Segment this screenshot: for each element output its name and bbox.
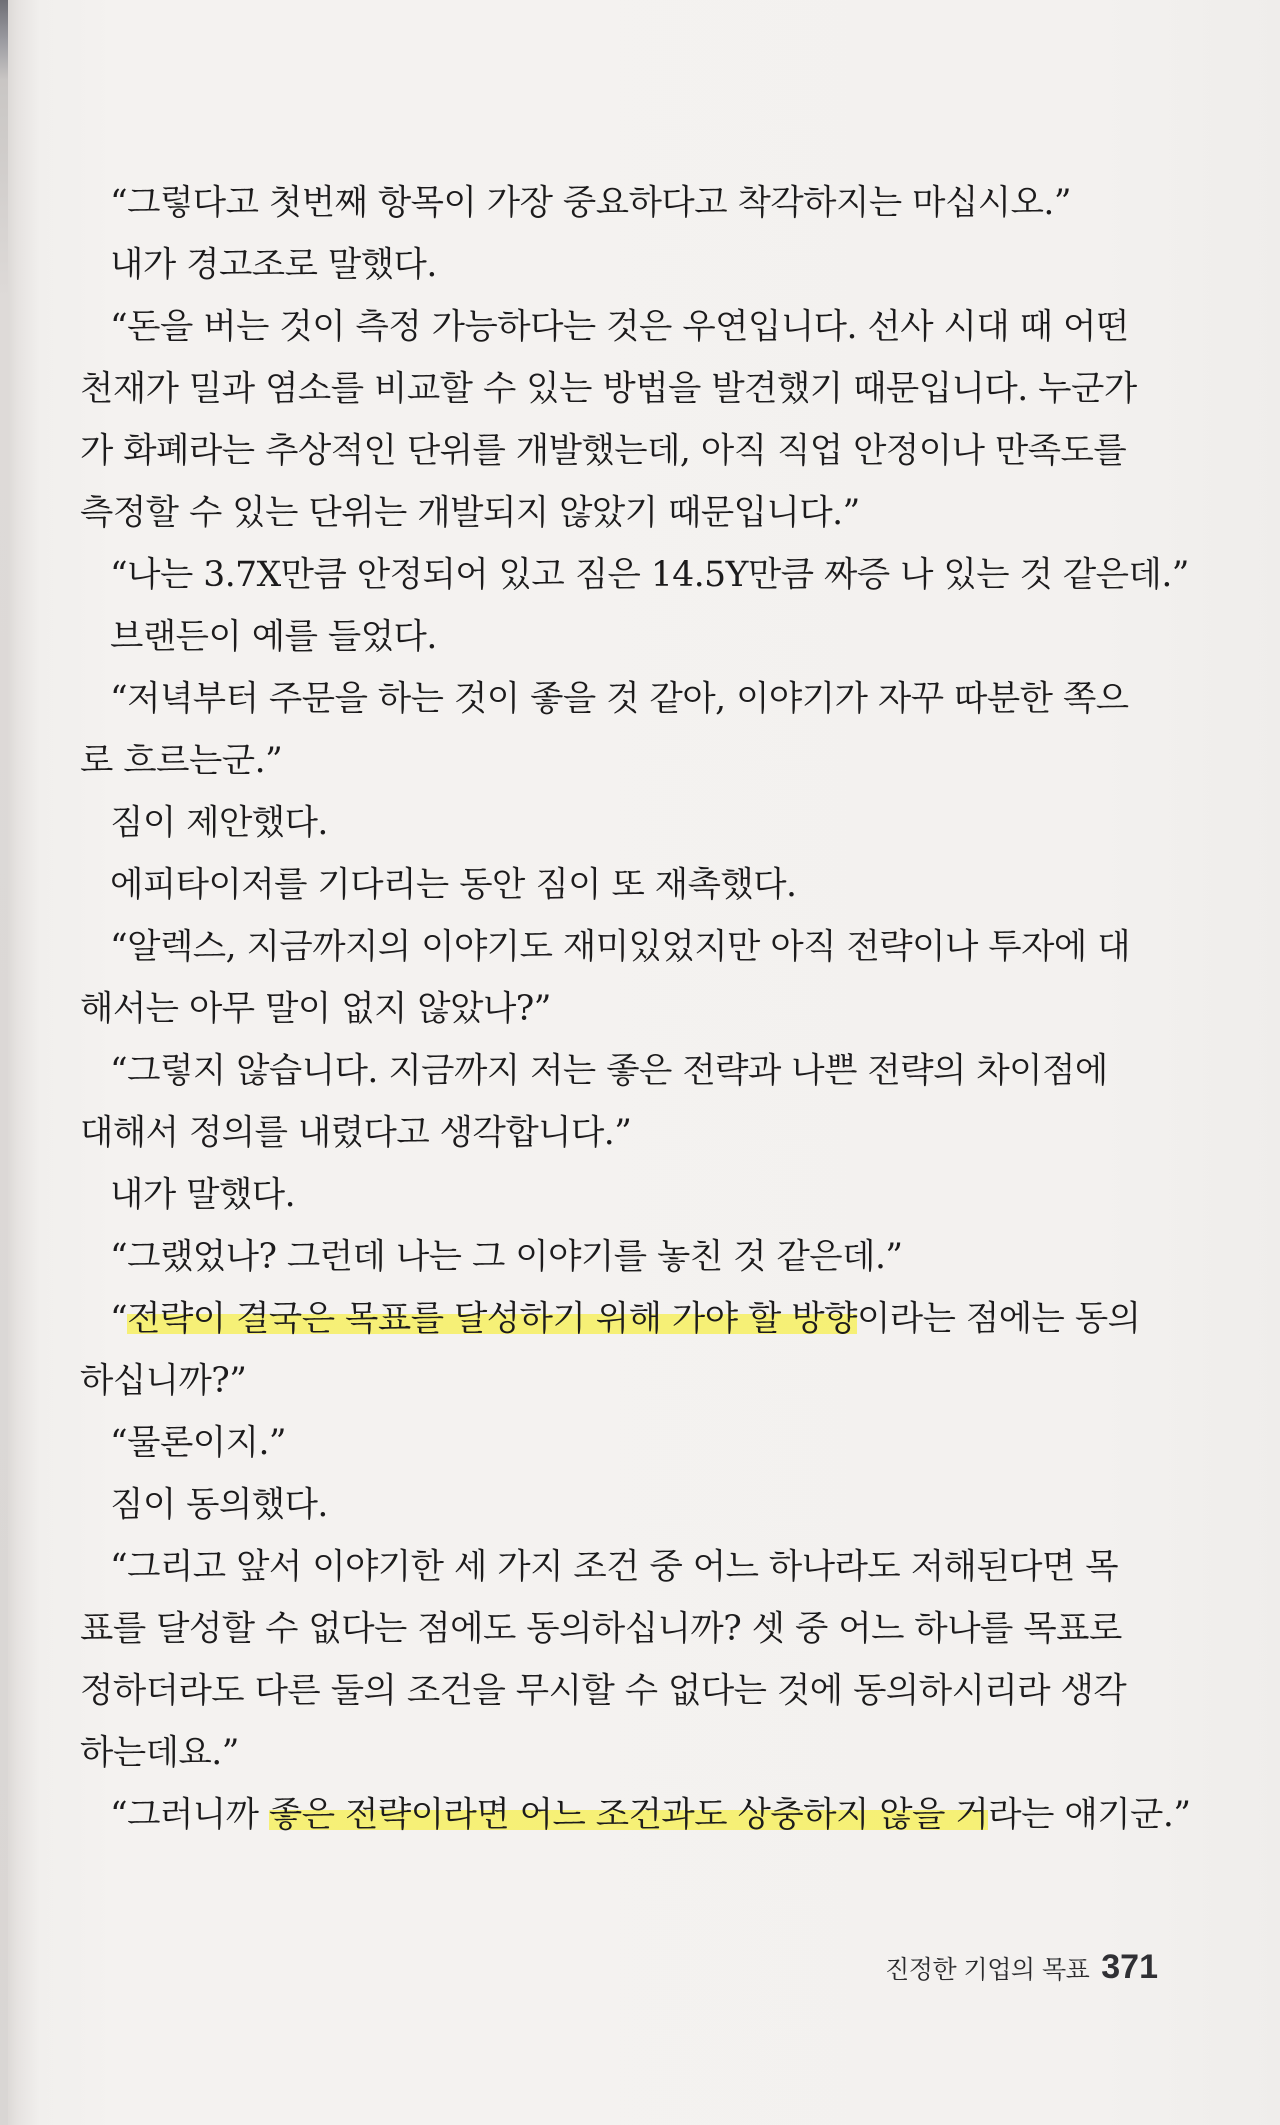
text-line: “물론이지.”: [110, 1423, 287, 1463]
page-gutter-shadow: [0, 0, 8, 2125]
text-line: “돈을 버는 것이 측정 가능하다는 것은 우연입니다. 선사 시대 때 어떤: [110, 307, 1129, 347]
text-line: 하십니까?”: [80, 1361, 247, 1401]
line-prefix: “그러니까: [110, 1795, 269, 1835]
text-line: “그리고 앞서 이야기한 세 가지 조건 중 어느 하나라도 저해된다면 목: [110, 1547, 1119, 1587]
highlighted-phrase: 전략이 결국은 목표를 달성하기 위해 가야 할 방향: [127, 1299, 857, 1339]
line-suffix: 라는 얘기군.”: [988, 1795, 1191, 1835]
text-line: 정하더라도 다른 둘의 조건을 무시할 수 없다는 것에 동의하시리라 생각: [80, 1671, 1127, 1711]
text-line: “그렇지 않습니다. 지금까지 저는 좋은 전략과 나쁜 전략의 차이점에: [110, 1051, 1108, 1091]
text-line: 짐이 제안했다.: [110, 803, 328, 843]
text-line: 로 흐르는군.”: [80, 741, 283, 781]
text-line: 브랜든이 예를 들었다.: [110, 617, 437, 657]
text-line: 짐이 동의했다.: [110, 1485, 328, 1525]
text-line: 해서는 아무 말이 없지 않았나?”: [80, 989, 551, 1029]
text-line: 하는데요.”: [80, 1733, 239, 1773]
text-line: “그렇다고 첫번째 항목이 가장 중요하다고 착각하지는 마십시오.”: [110, 183, 1072, 223]
line-suffix: 이라는 점에는 동의: [856, 1299, 1141, 1339]
highlighted-text-line: [80, 1288, 1141, 1350]
text-line: 에피타이저를 기다리는 동안 짐이 또 재촉했다.: [110, 865, 797, 905]
text-line: “그랬었나? 그런데 나는 그 이야기를 놓친 것 같은데.”: [110, 1237, 903, 1277]
page-number: 371: [1101, 1948, 1158, 1986]
text-line: 가 화폐라는 추상적인 단위를 개발했는데, 아직 직업 안정이나 만족도를: [80, 431, 1127, 471]
highlighted-phrase: 좋은 전략이라면 어느 조건과도 상충하지 않을 거: [268, 1795, 989, 1835]
text-line: 천재가 밀과 염소를 비교할 수 있는 방법을 발견했기 때문입니다. 누군가: [80, 369, 1137, 409]
text-line: “저녁부터 주문을 하는 것이 좋을 것 같아, 이야기가 자꾸 따분한 쪽으: [110, 679, 1129, 719]
text-line: 표를 달성할 수 없다는 점에도 동의하십니까? 셋 중 어느 하나를 목표로: [80, 1609, 1122, 1649]
text-line: “알렉스, 지금까지의 이야기도 재미있었지만 아직 전략이나 투자에 대: [110, 927, 1131, 967]
text-line: “나는 3.7X만큼 안정되어 있고 짐은 14.5Y만큼 짜증 나 있는 것 같은데.”: [110, 555, 1189, 595]
highlighted-text-line: [80, 1784, 1191, 1846]
text-line: 측정할 수 있는 단위는 개발되지 않았기 때문입니다.”: [80, 493, 860, 533]
text-line: 대해서 정의를 내렸다고 생각합니다.”: [80, 1113, 632, 1153]
body-text: [80, 172, 1191, 1846]
text-line: 내가 말했다.: [110, 1175, 296, 1215]
page-footer: [885, 1948, 1158, 1987]
running-footer-title: 진정한 기업의 목표: [885, 1955, 1090, 1984]
line-prefix: “: [110, 1299, 128, 1339]
text-line: 내가 경고조로 말했다.: [110, 245, 437, 285]
